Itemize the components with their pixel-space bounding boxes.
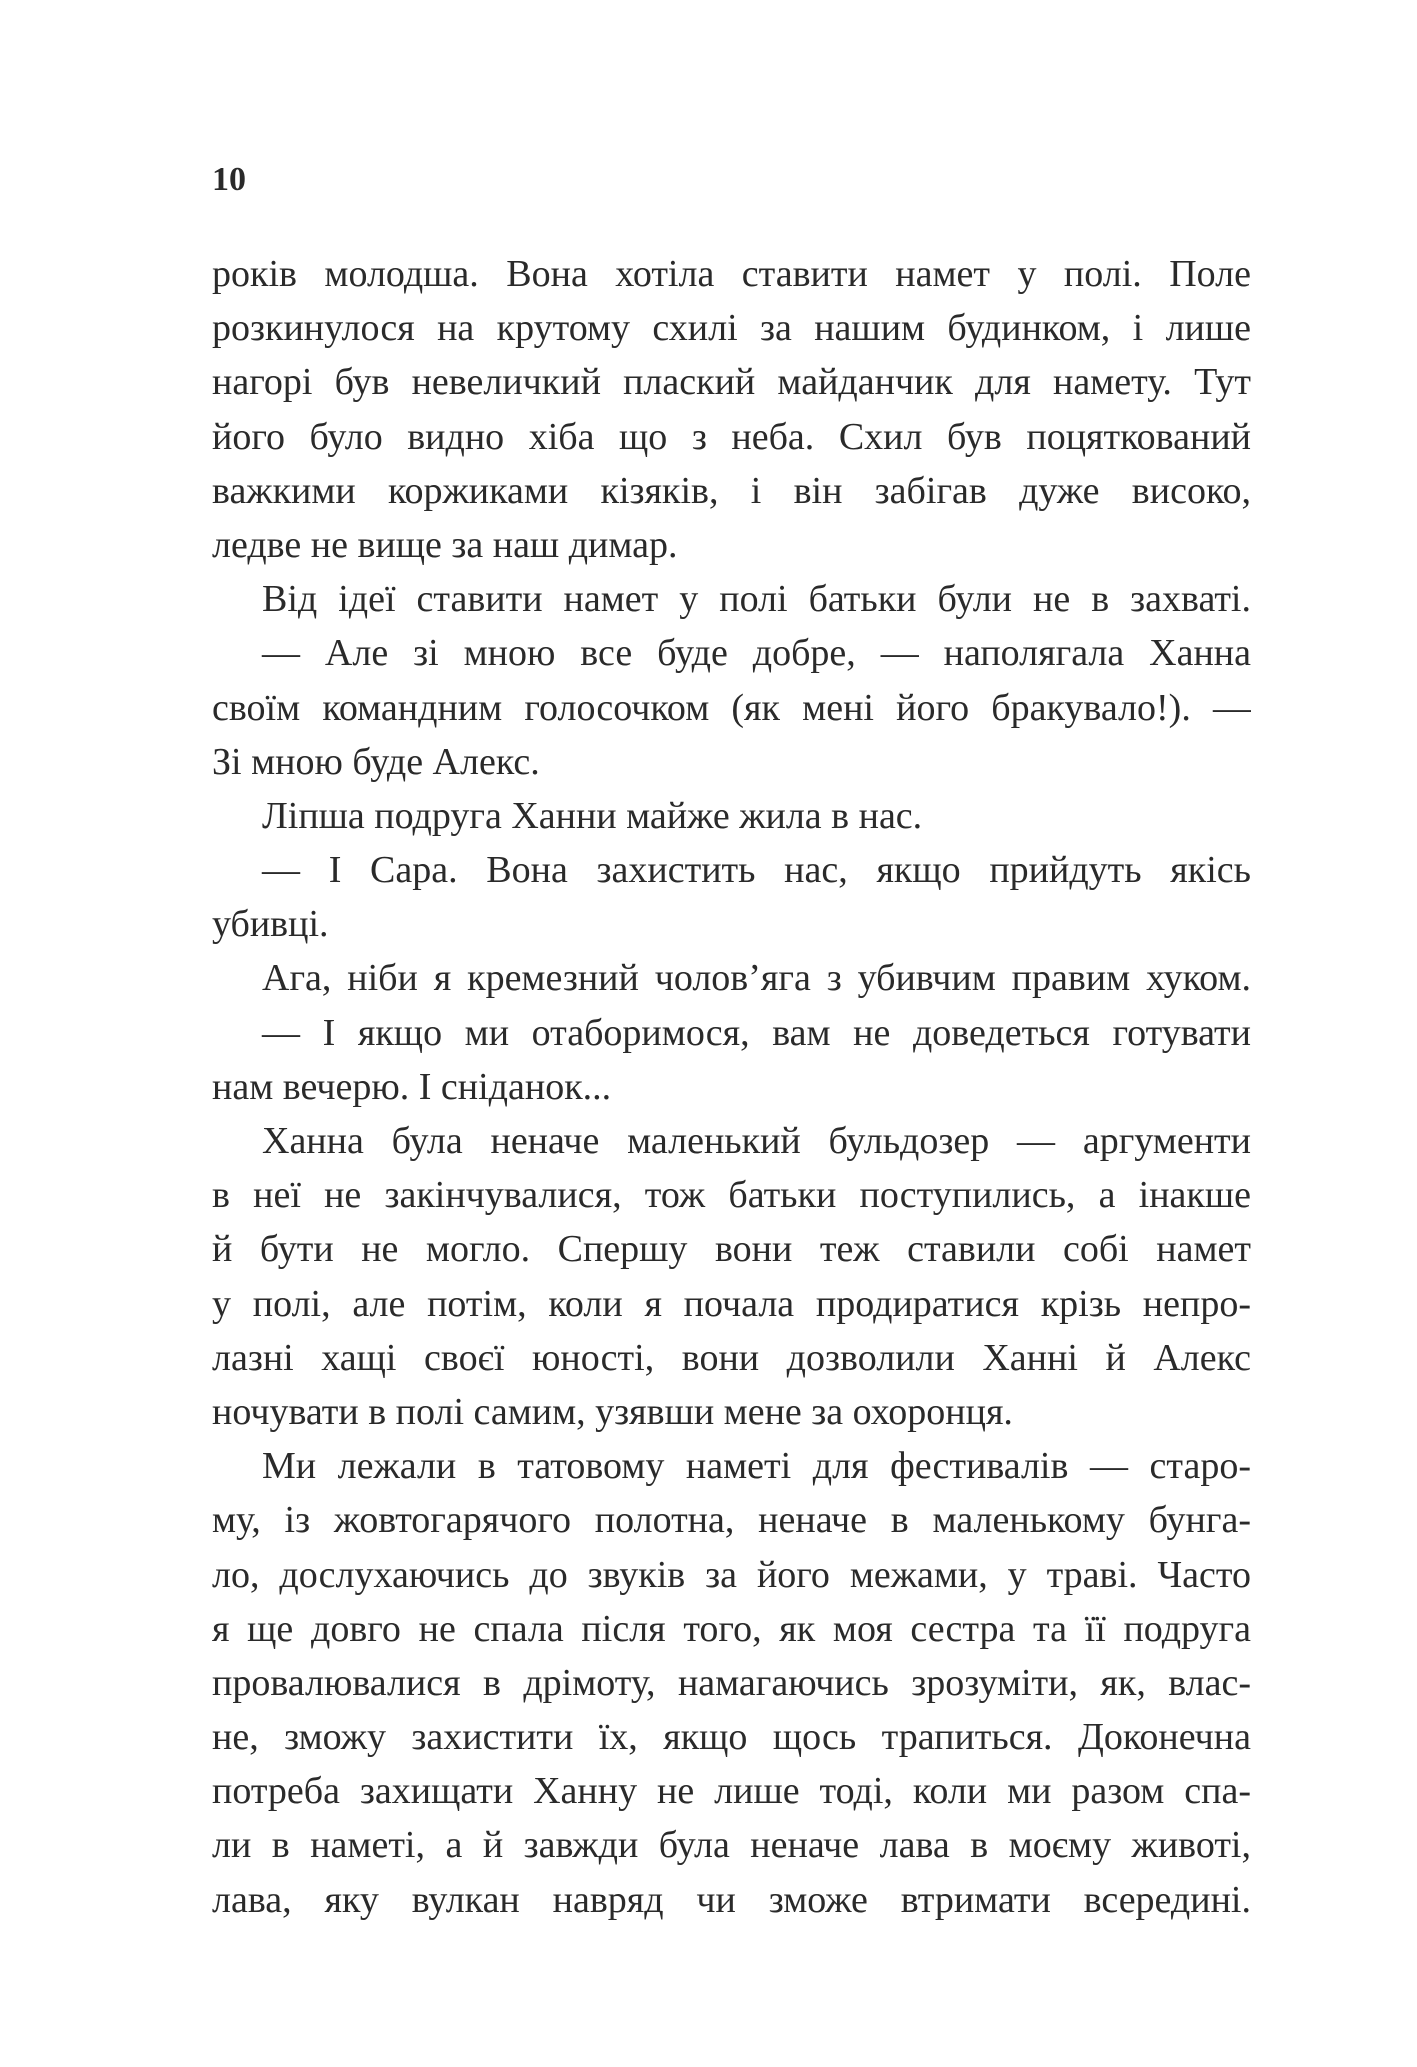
text-line: в неї не закінчувалися, тож батьки поступились, а інакше [212, 1174, 1251, 1217]
text-line: — І якщо ми отаборимося, вам не доведеться готувати [262, 1011, 1251, 1054]
text-line: нам вечерю. І сніданок... [212, 1065, 612, 1108]
text-line: убивці. [212, 903, 329, 946]
text-line: й бути не могло. Спершу вони теж ставили собі намет [212, 1228, 1251, 1271]
text-line: нагорі був невеличкий плаский майданчик для намету. Тут [212, 361, 1251, 404]
text-line: його було видно хіба що з неба. Схил був поцяткований [212, 415, 1251, 458]
text-line: потреба захищати Ханну не лише тоді, коли ми разом спа- [212, 1770, 1251, 1813]
text-line: му, із жовтогарячого полотна, неначе в маленькому бунга- [212, 1499, 1251, 1542]
text-line: ночувати в полі самим, узявши мене за охоронця. [212, 1390, 1013, 1433]
text-line: років молодша. Вона хотіла ставити намет у полі. Поле [212, 253, 1251, 295]
text-line: розкинулося на крутому схилі за нашим будинком, і лише [212, 307, 1251, 350]
text-line: ло, дослухаючись до звуків за його межами, у траві. Часто [212, 1553, 1251, 1596]
page-number: 10 [212, 161, 246, 198]
text-line: Ми лежали в татовому наметі для фестивалів — старо- [262, 1445, 1251, 1488]
text-line: Зі мною буде Алекс. [212, 740, 540, 783]
text-line: ли в наметі, а й завжди була неначе лава в моєму животі, [212, 1824, 1251, 1867]
text-line: — І Сара. Вона захистить нас, якщо прийдуть якісь [262, 849, 1251, 892]
text-line: лазні хащі своєї юності, вони дозволили Ханні й Алекс [212, 1336, 1251, 1379]
text-line: лава, яку вулкан навряд чи зможе втримати всередині. [212, 1878, 1251, 1921]
text-line: провалювалися в дрімоту, намагаючись зрозуміти, як, влас- [212, 1661, 1251, 1704]
text-line: своїм командним голосочком (як мені його бракувало!). — [212, 686, 1251, 729]
body-text [212, 247, 1251, 1927]
text-line: важкими коржиками кізяків, і він забігав дуже високо, [212, 469, 1251, 512]
text-line: Ага, ніби я кремезний чолов’яга з убивчим правим хуком. [262, 957, 1251, 1000]
text-line: у полі, але потім, коли я почала продиратися крізь непро- [212, 1282, 1251, 1325]
text-line: Ліпша подруга Ханни майже жила в нас. [262, 794, 923, 837]
text-line: я ще довго не спала після того, як моя сестра та її подруга [212, 1607, 1251, 1650]
text-line: ледве не вище за наш димар. [212, 523, 678, 566]
text-line: не, зможу захистити їх, якщо щось трапиться. Доконечна [212, 1716, 1251, 1759]
text-line: Ханна була неначе маленький бульдозер — аргументи [262, 1120, 1251, 1162]
text-line: Від ідеї ставити намет у полі батьки були не в захваті. [262, 578, 1251, 621]
text-line: — Але зі мною все буде добре, — наполягала Ханна [262, 632, 1251, 675]
